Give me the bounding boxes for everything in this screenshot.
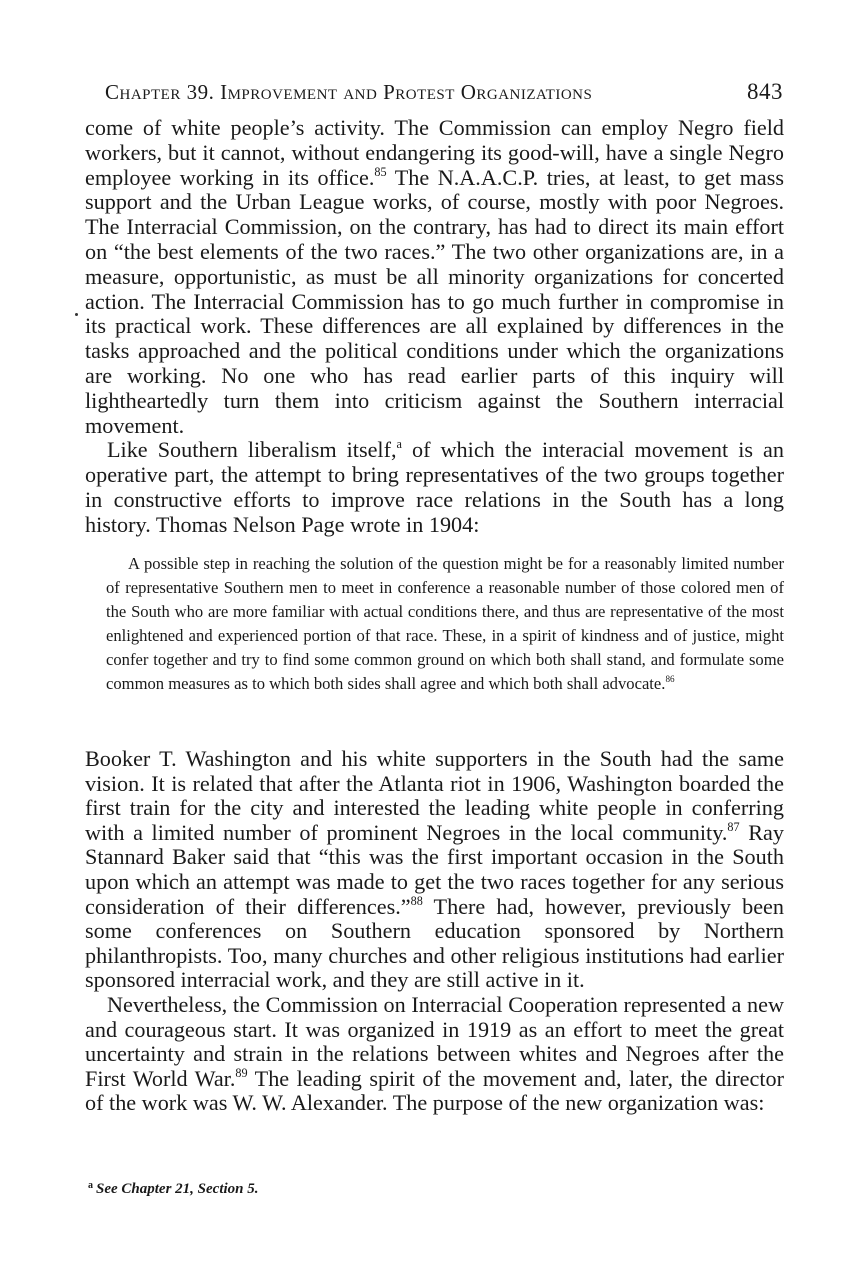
page-number: 843 — [747, 79, 783, 104]
paragraph-3-text-a: Booker T. Washington and his white supporters in the South had the same vision. It is related that after the Atlanta riot in 1906, Washington boarded the first train for the city and interested the leading white people in conferring with a limited number of prominent Negroes in the local community. — [85, 746, 784, 845]
lower-body-text — [85, 747, 784, 1116]
paragraph-2 — [85, 438, 784, 537]
footnote-text: See Chapter 21, Section 5. — [96, 1181, 259, 1197]
upper-body-text — [85, 116, 784, 538]
footnote-ref-85: 85 — [374, 164, 387, 179]
footnote-ref-87: 87 — [727, 819, 740, 834]
margin-mark — [75, 313, 78, 316]
paragraph-4 — [85, 993, 784, 1116]
paragraph-4-text-a: Nevertheless, the Commission on Interracial Cooperation represented a new and courageous start. It was organized in 1919 as an effort to meet the great uncertainty and strain in the relations between whites and Negroes after the First World War. — [85, 991, 784, 1091]
footnote — [88, 1180, 259, 1198]
footnote-ref-86: 86 — [665, 674, 675, 685]
running-head — [105, 79, 783, 113]
paragraph-3 — [85, 747, 784, 993]
block-quote-text: A possible step in reaching the solution of the question might be for a reasonably limited number of representative Southern men to meet in conference a reasonable number of those colored men of the South who are more familiar with actual conditions there, and thus are representative of the most enlightened and experienced portion of that race. These, in a spirit of kindness and of justice, might confer together and try to find some common ground on which both shall stand, and formulate some common measures as to which both sides shall agree and which both shall advocate. — [106, 554, 784, 693]
chapter-title: Chapter 39. Improvement and Protest Organizations — [105, 80, 593, 104]
block-quote — [106, 552, 784, 696]
paragraph-3-text-c: There had, however, previously been some conferences on Southern education sponsored by Northern philanthropists. Too, many churches and other religious institutions had earlier sponsored interracial work, and they are still active in it. — [85, 893, 784, 993]
footnote-ref-88: 88 — [410, 893, 423, 908]
paragraph-1-text-b: The N.A.A.C.P. tries, at least, to get mass support and the Urban League works, of course, mostly with poor Negroes. The Interracial Commission, on the contrary, has had to direct its main effort on “the best elements of the two races.” The two other organizations are, in a measure, opportunistic, as must be all minority organizations for concerted action. The Interracial Commission has to go much further in compromise in its practical work. These differences are all explained by differences in the tasks approached and the political conditions under which the organizations are working. No one who has read earlier parts of this inquiry will lightheartedly turn them into criticism against the Southern interracial movement. — [85, 164, 785, 438]
paragraph-1 — [85, 116, 784, 438]
paragraph-2-text-b: of which the interacial movement is an operative part, the attempt to bring representatives of the two groups together in constructive efforts to improve race relations in the South has a long history. Thomas Nelson Page wrote in 1904: — [85, 437, 784, 537]
paragraph-2-text-a: Like Southern liberalism itself, — [107, 437, 397, 463]
footnote-ref-89: 89 — [235, 1065, 248, 1080]
paragraph-1-text-a: come of white people’s activity. The Commission can employ Negro field workers, but it cannot, without endangering its good-will, have a single Negro employee working in its office. — [85, 115, 784, 190]
paragraph-4-text-b: The leading spirit of the movement and, later, the director of the work was W. W. Alexander. The purpose of the new organization was: — [85, 1065, 784, 1116]
paragraph-3-text-b: Ray Stannard Baker said that “this was the first important occasion in the South upon which an attempt was made to get the two races together for any serious consideration of their differences.” — [85, 819, 784, 919]
footnote-ref-a: a — [396, 437, 402, 452]
footnote-mark: a — [88, 1180, 93, 1191]
